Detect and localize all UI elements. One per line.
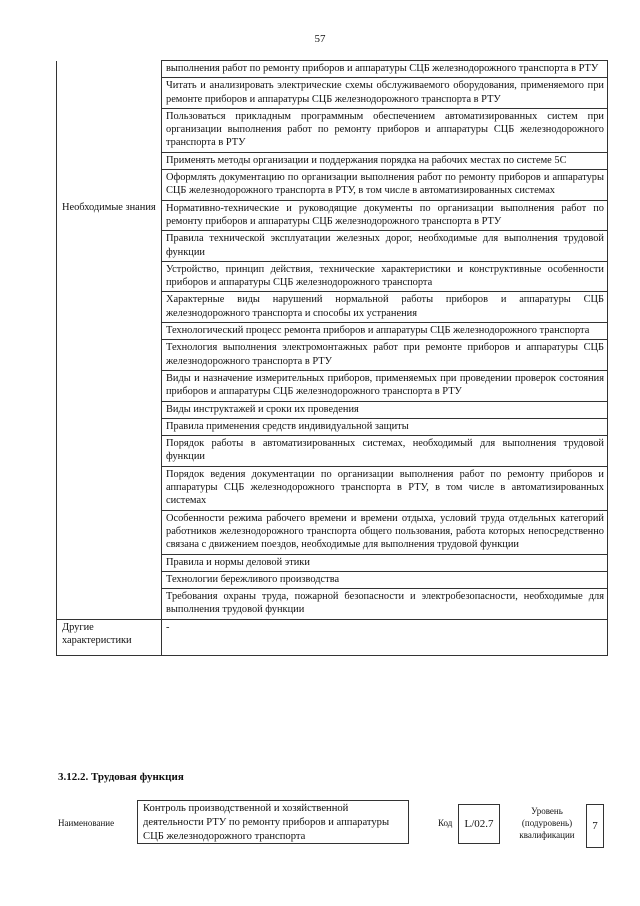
table-row [57,261,608,292]
requirement-text: Порядок работы в автоматизированных системах, необходимый для выполнения трудовой функции [162,436,608,467]
qualification-level-box: 7 [586,804,604,848]
function-name-box: Контроль производственной и хозяйственной деятельности РТУ по ремонту приборов и аппаратуры СЦБ железнодорожного транспорта [137,800,409,844]
table-row [57,170,608,201]
table-row [57,323,608,340]
category-cell [57,510,162,554]
requirement-text: Технологии бережливого производства [162,571,608,588]
category-cell [57,261,162,292]
requirement-text: Виды и назначение измерительных приборов, применяемых при проведении проверок состояния приборов и аппаратуры СЦБ железнодорожного транспорта в РТУ [162,370,608,401]
qualification-level-label: Уровень (подуровень) квалификации [519,806,575,840]
table-row [57,554,608,571]
requirement-text: Правила технической эксплуатации железных дорог, необходимые для выполнения трудовой функции [162,231,608,262]
requirement-text: Технология выполнения электромонтажных работ при ремонте приборов и аппаратуры СЦБ железнодорожного транспорта в РТУ [162,340,608,371]
category-cell [57,170,162,201]
requirement-text: Правила и нормы деловой этики [162,554,608,571]
requirement-text: Применять методы организации и поддержания порядка на рабочих местах по системе 5С [162,152,608,169]
code-label: Код [438,818,453,828]
category-cell [57,292,162,323]
table-row [57,152,608,169]
table-row [57,61,608,78]
table-row [57,589,608,620]
table-row [57,510,608,554]
table-row [57,370,608,401]
requirement-text: Читать и анализировать электрические схемы обслуживаемого оборудования, применяемого при ремонте приборов и аппаратуры СЦБ железнодорожного транспорта в РТУ [162,78,608,109]
category-cell [57,231,162,262]
category-cell [57,323,162,340]
table-row [57,340,608,371]
table-row [57,200,608,231]
requirement-text: Характерные виды нарушений нормальной работы приборов и аппаратуры СЦБ железнодорожного транспорта и способы их устранения [162,292,608,323]
category-cell [57,554,162,571]
requirement-text: Правила применения средств индивидуальной защиты [162,418,608,435]
name-label: Наименование [58,818,115,828]
table-row [57,619,608,655]
requirement-text: Порядок ведения документации по организации выполнения работ по ремонту приборов и аппаратуры СЦБ железнодорожного транспорта в РТУ, в том числе в автоматизированных системах [162,466,608,510]
table-row [57,571,608,588]
table-row [57,436,608,467]
category-cell [57,78,162,109]
requirement-text: Устройство, принцип действия, технические характеристики и конструктивные особенности приборов и аппаратуры СЦБ железнодорожного транспорта [162,261,608,292]
category-cell [57,401,162,418]
category-cell [57,108,162,152]
labor-function-block [58,800,608,850]
table-row [57,78,608,109]
requirement-text: выполнения работ по ремонту приборов и аппаратуры СЦБ железнодорожного транспорта в РТУ [162,61,608,78]
category-cell-other: Другие характеристики [57,619,162,655]
category-cell [57,436,162,467]
requirement-text: - [162,619,608,655]
requirement-text: Виды инструктажей и сроки их проведения [162,401,608,418]
table-row [57,418,608,435]
requirement-text: Требования охраны труда, пожарной безопасности и электробезопасности, необходимые для выполнения трудовой функции [162,589,608,620]
table-row [57,466,608,510]
category-cell [57,370,162,401]
category-cell [57,589,162,620]
table-row [57,108,608,152]
table-row [57,231,608,262]
requirement-text: Пользоваться прикладным программным обеспечением автоматизированных систем при организации выполнения работ по ремонту приборов и аппаратуры СЦБ железнодорожного транспорта в РТУ [162,108,608,152]
requirement-text: Технологический процесс ремонта приборов и аппаратуры СЦБ железнодорожного транспорта [162,323,608,340]
code-value-box: L/02.7 [458,804,500,844]
requirement-text: Нормативно-технические и руководящие документы по организации выполнения работ по ремонту приборов и аппаратуры СЦБ железнодорожного транспорта в РТУ [162,200,608,231]
requirements-table [56,60,608,656]
category-cell [57,152,162,169]
table-row [57,292,608,323]
category-cell [57,466,162,510]
table-row [57,401,608,418]
category-cell-knowledge: Необходимые знания [57,200,162,231]
requirement-text: Особенности режима рабочего времени и времени отдыха, условий труда отдельных категорий работников железнодорожного транспорта общего пользования, работа которых непосредственно связана с движением поездов, необходимые для выполнения трудовой функции [162,510,608,554]
category-cell [57,571,162,588]
category-cell [57,340,162,371]
page-number: 57 [314,33,326,45]
category-cell [57,418,162,435]
requirement-text: Оформлять документацию по организации выполнения работ по ремонту приборов и аппаратуры СЦБ железнодорожного транспорта в РТУ, в том числе в автоматизированных системах [162,170,608,201]
category-cell [57,61,162,78]
section-heading: 3.12.2. Трудовая функция [58,771,184,783]
